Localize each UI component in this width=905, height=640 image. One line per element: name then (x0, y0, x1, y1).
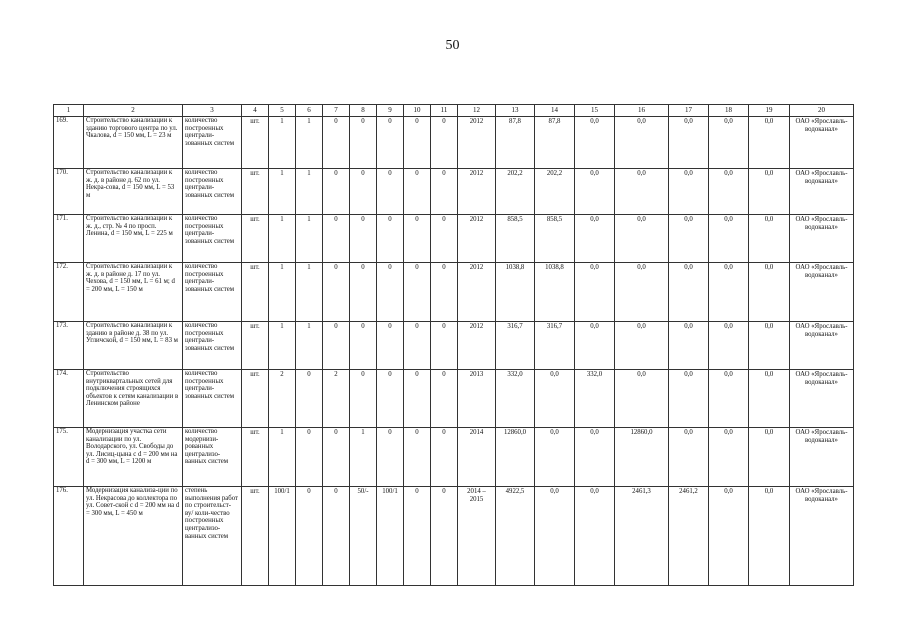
table-cell: 1 (296, 263, 323, 322)
table-cell: 0 (431, 370, 458, 428)
table-cell: 0,0 (749, 263, 790, 322)
table-cell: Строительство внутриквартальных сетей для подключения строящихся объектов к сетям канализации в Ленинском районе (84, 370, 183, 428)
table-cell: 0 (350, 215, 377, 263)
table-cell: 0,0 (615, 370, 669, 428)
column-header-3: 3 (183, 105, 242, 117)
table-cell: 0,0 (749, 215, 790, 263)
table-cell: 175. (54, 428, 84, 487)
table-cell: 0,0 (709, 487, 749, 586)
table-cell: 2012 (458, 117, 496, 169)
table-cell: 2012 (458, 169, 496, 215)
table-cell: 0,0 (535, 370, 575, 428)
table-cell: 1 (296, 322, 323, 370)
table-cell: 1 (269, 169, 296, 215)
table-cell: 0 (377, 215, 404, 263)
table-cell: ОАО «Ярославль-водоканал» (790, 169, 854, 215)
table-cell: 0 (431, 428, 458, 487)
table-cell: 0,0 (575, 263, 615, 322)
table-cell: 171. (54, 215, 84, 263)
table-cell: 0,0 (709, 322, 749, 370)
table-cell: ОАО «Ярославль-водоканал» (790, 428, 854, 487)
table-cell: 0 (323, 169, 350, 215)
table-cell: 0,0 (669, 169, 709, 215)
table-cell: 0 (350, 169, 377, 215)
table-cell: 1 (296, 169, 323, 215)
table-cell: 2461,2 (669, 487, 709, 586)
table-cell: 0 (323, 263, 350, 322)
table-cell: 0,0 (575, 322, 615, 370)
table-cell: 1 (296, 117, 323, 169)
table-cell: 0 (404, 428, 431, 487)
table-cell: 0 (350, 322, 377, 370)
table-cell: 0,0 (535, 487, 575, 586)
table-cell: 1038,8 (535, 263, 575, 322)
table-row (54, 428, 854, 487)
table-cell: 2014 (458, 428, 496, 487)
table-cell: 0 (323, 487, 350, 586)
table-cell: 172. (54, 263, 84, 322)
table-cell: 100/1 (269, 487, 296, 586)
table-cell: шт. (242, 263, 269, 322)
table-row (54, 370, 854, 428)
table-row (54, 322, 854, 370)
page-number: 50 (445, 38, 460, 53)
table-cell: 0 (377, 322, 404, 370)
column-header-15: 15 (575, 105, 615, 117)
table-cell: 0,0 (615, 263, 669, 322)
table-cell: ОАО «Ярославль-водоканал» (790, 117, 854, 169)
table-cell: 0 (404, 263, 431, 322)
table-cell: 0,0 (669, 428, 709, 487)
column-header-4: 4 (242, 105, 269, 117)
table-cell: 0 (404, 117, 431, 169)
table-cell: 2 (269, 370, 296, 428)
column-header-18: 18 (709, 105, 749, 117)
table-cell: 0 (431, 169, 458, 215)
column-header-5: 5 (269, 105, 296, 117)
table-cell: 0,0 (669, 117, 709, 169)
column-header-13: 13 (496, 105, 535, 117)
table-cell: 2461,3 (615, 487, 669, 586)
table-cell: 1038,8 (496, 263, 535, 322)
table-cell: 0 (377, 169, 404, 215)
table-cell: 0,0 (709, 428, 749, 487)
table-cell: 2014 – 2015 (458, 487, 496, 586)
table-cell: 316,7 (535, 322, 575, 370)
table-cell: 0,0 (615, 169, 669, 215)
table-cell: количество построенных централи-зованных систем (183, 322, 242, 370)
column-header-7: 7 (323, 105, 350, 117)
table-cell: 1 (269, 215, 296, 263)
table-cell: 316,7 (496, 322, 535, 370)
column-header-10: 10 (404, 105, 431, 117)
table-cell: 1 (350, 428, 377, 487)
table-cell: шт. (242, 117, 269, 169)
table-cell: 0 (431, 487, 458, 586)
table-cell: 1 (269, 117, 296, 169)
table-cell: 0,0 (709, 169, 749, 215)
table-cell: 0 (296, 487, 323, 586)
table-cell: 0 (404, 169, 431, 215)
table-cell: 0 (404, 487, 431, 586)
column-header-20: 20 (790, 105, 854, 117)
table-cell: 1 (296, 215, 323, 263)
table-header-row (54, 105, 854, 117)
table-cell: 0 (350, 117, 377, 169)
table-cell: 0 (323, 322, 350, 370)
table-cell: 0 (323, 215, 350, 263)
table-cell: 0,0 (535, 428, 575, 487)
table-cell: 0,0 (615, 322, 669, 370)
table-cell: 2012 (458, 322, 496, 370)
column-header-12: 12 (458, 105, 496, 117)
table-cell: 50/- (350, 487, 377, 586)
table-cell: шт. (242, 169, 269, 215)
table-cell: 0,0 (709, 117, 749, 169)
table-cell: 0 (377, 263, 404, 322)
table-cell: 332,0 (575, 370, 615, 428)
table-cell: ОАО «Ярославль-водоканал» (790, 487, 854, 586)
table-cell: 0,0 (615, 215, 669, 263)
table-cell: шт. (242, 487, 269, 586)
column-header-11: 11 (431, 105, 458, 117)
table-cell: 0,0 (749, 169, 790, 215)
table-cell: 858,5 (535, 215, 575, 263)
table-cell: 0,0 (749, 487, 790, 586)
table-cell: 0,0 (749, 370, 790, 428)
table-cell: Строительство канализации к зданию торгового центра по ул. Чкалова, d = 150 мм, L = 23 м (84, 117, 183, 169)
table-cell: Модернизация участка сети канализации по ул. Володарского, ул. Свободы до ул. Лисиц-цына с d = 200 мм на d = 300 мм, L = 1200 м (84, 428, 183, 487)
table-cell: 202,2 (535, 169, 575, 215)
column-header-6: 6 (296, 105, 323, 117)
table-cell: 2 (323, 370, 350, 428)
table-cell: 0,0 (575, 487, 615, 586)
table-cell: количество построенных централи-зованных систем (183, 263, 242, 322)
table-cell: 0,0 (575, 117, 615, 169)
table-cell: Строительство канализации к ж. д., стр. № 4 по просп. Ленина, d = 150 мм, L = 225 м (84, 215, 183, 263)
table-cell: 0 (296, 370, 323, 428)
table-cell: 87,8 (535, 117, 575, 169)
table-cell: 0 (377, 117, 404, 169)
table-cell: 0,0 (749, 322, 790, 370)
table-cell: 0,0 (669, 370, 709, 428)
table-cell: 1 (269, 428, 296, 487)
table-cell: 173. (54, 322, 84, 370)
column-header-1: 1 (54, 105, 84, 117)
table-row (54, 169, 854, 215)
table-row (54, 487, 854, 586)
table-cell: 0 (377, 370, 404, 428)
table-cell: 174. (54, 370, 84, 428)
table-cell: 12860,0 (615, 428, 669, 487)
table-cell: шт. (242, 370, 269, 428)
table-row (54, 117, 854, 169)
table-cell: 0 (323, 117, 350, 169)
table-cell: 0,0 (709, 370, 749, 428)
table-cell: 0 (431, 215, 458, 263)
column-header-16: 16 (615, 105, 669, 117)
table-cell: 0 (431, 117, 458, 169)
table-cell: количество построенных централи-зованных систем (183, 215, 242, 263)
column-header-8: 8 (350, 105, 377, 117)
table-cell: количество построенных централи-зованных систем (183, 117, 242, 169)
table-cell: количество построенных централи-зованных систем (183, 370, 242, 428)
table-cell: 0,0 (749, 117, 790, 169)
table-cell: 0 (350, 370, 377, 428)
table-cell: 1 (269, 263, 296, 322)
table-cell: ОАО «Ярославль-водоканал» (790, 215, 854, 263)
table-cell: 0 (431, 263, 458, 322)
table-cell: 0,0 (669, 215, 709, 263)
table-cell: 0 (404, 215, 431, 263)
table-cell: 169. (54, 117, 84, 169)
table-cell: 0 (404, 370, 431, 428)
table-cell: 170. (54, 169, 84, 215)
table-cell: 100/1 (377, 487, 404, 586)
table-cell: 0 (431, 322, 458, 370)
table-cell: 176. (54, 487, 84, 586)
table-cell: 858,5 (496, 215, 535, 263)
column-header-17: 17 (669, 105, 709, 117)
table-cell: 0,0 (669, 263, 709, 322)
table-cell: степень выполнения работ по строительст-ву/ коли-чество построенных централизо-ванных систем (183, 487, 242, 586)
table-row (54, 215, 854, 263)
table-cell: ОАО «Ярославль-водоканал» (790, 263, 854, 322)
table-cell: ОАО «Ярославль-водоканал» (790, 370, 854, 428)
table-cell: 12860,0 (496, 428, 535, 487)
column-header-14: 14 (535, 105, 575, 117)
column-header-19: 19 (749, 105, 790, 117)
table-cell: Строительство канализации к зданию в районе д. 38 по ул. Угличской, d = 150 мм, L = 83 м (84, 322, 183, 370)
table-cell: 4922,5 (496, 487, 535, 586)
table-cell: 0 (296, 428, 323, 487)
table-cell: количество модернизи-рованных централизо-ванных систем (183, 428, 242, 487)
program-table (53, 104, 854, 586)
table-cell: 202,2 (496, 169, 535, 215)
table-cell: 2013 (458, 370, 496, 428)
table-cell: 0 (350, 263, 377, 322)
table-cell: 87,8 (496, 117, 535, 169)
table-cell: 0,0 (575, 169, 615, 215)
table-cell: шт. (242, 322, 269, 370)
table-cell: количество построенных централи-зованных систем (183, 169, 242, 215)
table-cell: 0,0 (669, 322, 709, 370)
column-header-9: 9 (377, 105, 404, 117)
table-cell: 0 (404, 322, 431, 370)
table-cell: 0,0 (615, 117, 669, 169)
table-cell: 0 (377, 428, 404, 487)
table-cell: 0,0 (575, 215, 615, 263)
table-cell: 332,0 (496, 370, 535, 428)
table-cell: 2012 (458, 215, 496, 263)
column-header-2: 2 (84, 105, 183, 117)
table-cell: 2012 (458, 263, 496, 322)
table-cell: 0,0 (709, 215, 749, 263)
table-cell: Модернизация канализа-ции по ул. Некрасова до коллектора по ул. Совет-ской с d = 200 мм на d = 300 мм, L = 450 м (84, 487, 183, 586)
table-cell: Строительство канализации к ж. д. в районе д. 62 по ул. Некра-сова, d = 150 мм, L = 53 м (84, 169, 183, 215)
table-cell: 1 (269, 322, 296, 370)
table-cell: Строительство канализации к ж. д. в районе д. 17 по ул. Чехова, d = 150 мм, L = 61 м; d = 200 мм, L = 150 м (84, 263, 183, 322)
table-row (54, 263, 854, 322)
table-cell: 0,0 (575, 428, 615, 487)
table-cell: шт. (242, 215, 269, 263)
table-cell: шт. (242, 428, 269, 487)
table-cell: ОАО «Ярославль-водоканал» (790, 322, 854, 370)
table-cell: 0,0 (749, 428, 790, 487)
table-cell: 0,0 (709, 263, 749, 322)
table-cell: 0 (323, 428, 350, 487)
